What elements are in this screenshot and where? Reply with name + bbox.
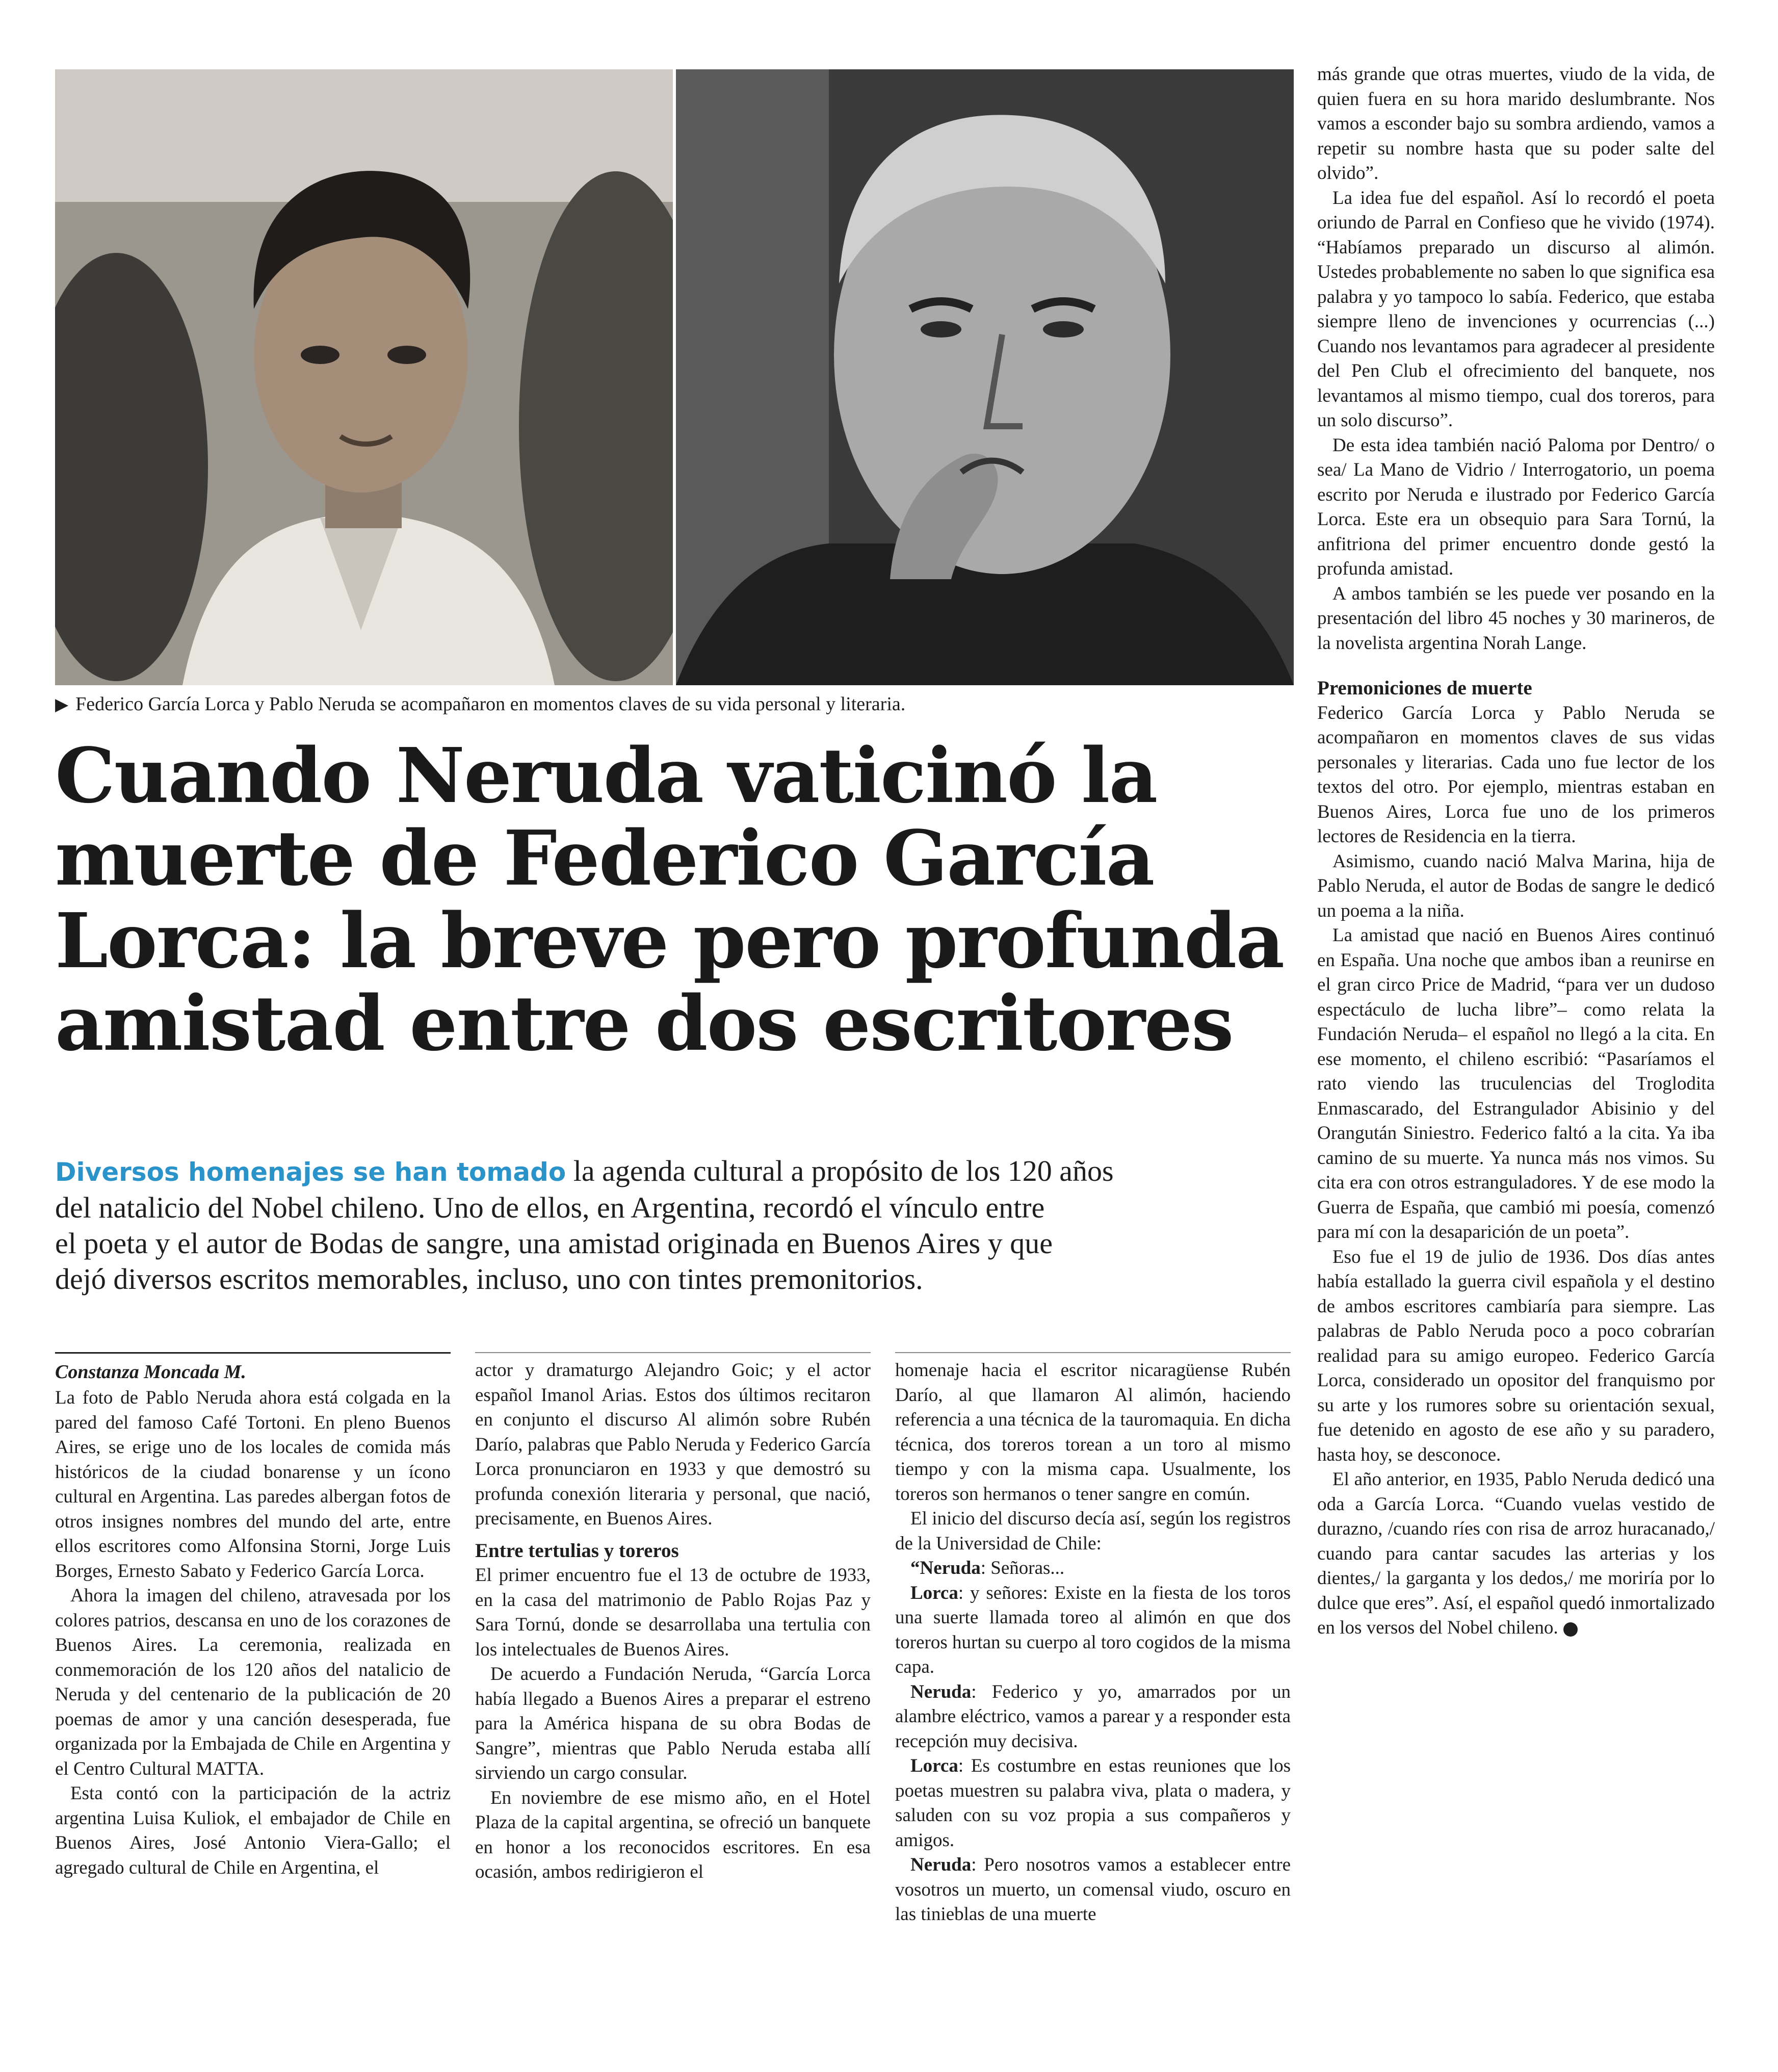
article-column-4: [1317, 62, 1715, 1641]
paragraph: homenaje hacia el escritor nicaragüense Rubén Darío, al que llamaron Al alimón, haciendo referencia a una técnica de la tauromaquia. En dicha técnica, dos toreros torean a un toro al mismo tiempo y con la misma capa. Usualmente, los toreros son hermanos o tener sangre en común.: [895, 1360, 1291, 1505]
paragraph: Asimismo, cuando nació Malva Marina, hija de Pablo Neruda, el autor de Bodas de sangre le dedicó un poema a la niña.: [1317, 850, 1715, 921]
photo-caption: ▶ Federico García Lorca y Pablo Neruda se acompañaron en momentos claves de su vida personal y literaria.: [55, 693, 906, 715]
speech-line: Lorca: y señores: Existe en la fiesta de los toros una suerte llamada toreo al alimón en que dos toreros hurtan su cuerpo al toro cogidos de la misma capa.: [895, 1582, 1291, 1677]
byline: Constanza Moncada M.: [55, 1352, 451, 1383]
paragraph: De acuerdo a Fundación Neruda, “García Lorca había llegado a Buenos Aires a preparar el estreno para la América hispana de su obra Bodas de Sangre”, mientras que Pablo Neruda estaba allí sirviendo un cargo consular.: [475, 1664, 871, 1783]
end-mark-icon: [1563, 1622, 1578, 1637]
headline-line: Lorca: la breve pero profunda: [55, 896, 1284, 985]
paragraph: El año anterior, en 1935, Pablo Neruda dedicó una oda a García Lorca. “Cuando vuelas vestido de durazno, /cuando ríes con risa de arroz huracanado,/ cuando para cantar sacudes las arterias y los dientes,/ la garganta y los dedos,/ me moriría por lo dulce que eres”. Así, el español quedó inmortalizado en los versos del Nobel chileno.: [1317, 1469, 1715, 1638]
column-rule: [895, 1352, 1291, 1353]
deck-line: Diversos homenajes se han tomado la agenda cultural a propósito de los 120 años: [55, 1154, 1114, 1187]
lorca-portrait: [55, 69, 673, 685]
deck-line: del natalicio del Nobel chileno. Uno de ellos, en Argentina, recordó el vínculo entre: [55, 1191, 1045, 1224]
deck: [55, 1153, 1299, 1297]
headline-line: Cuando Neruda vaticinó la: [55, 731, 1157, 820]
headline-line: muerte de Federico García: [55, 814, 1154, 902]
deck-line: dejó diversos escritos memorables, incluso, uno con tintes premonitorios.: [55, 1262, 923, 1296]
speech-line: “Neruda: Señoras...: [910, 1558, 1065, 1578]
article-column-2: [475, 1358, 871, 1885]
article-column-3: [895, 1358, 1291, 1927]
paragraph: Ahora la imagen del chileno, atravesada por los colores patrios, descansa en uno de los corazones de Buenos Aires. La ceremonia, realizada en conmemoración de los 120 años del natalicio de Neruda y del centenario de la publicación de 20 poemas de amor y una canción desesperada, fue organizada por la Embajada de Chile en Argentina y el Centro Cultural MATTA.: [55, 1585, 451, 1779]
speech-line: Neruda: Federico y yo, amarrados por un alambre eléctrico, vamos a parear y a responder esta recepción muy decisiva.: [895, 1681, 1291, 1752]
caption-arrow-icon: ▶: [55, 695, 69, 714]
headline-line: amistad entre dos escritores: [55, 979, 1233, 1068]
paragraph: La idea fue del español. Así lo recordó el poeta oriundo de Parral en Confieso que he vivido (1974). “Habíamos preparado un discurso al alimón. Ustedes probablemente no saben lo que significa esa palabra y yo tampoco lo sabía. Federico, que estaba siempre lleno de invenciones y ocurrencias (...) Cuando nos levantamos para agradecer al presidente del Pen Club el ofrecimiento del banquete, nos levantamos al mismo tiempo, cual dos toreros, para un solo discurso”.: [1317, 187, 1715, 431]
deck-lead: Diversos homenajes se han tomado: [55, 1157, 566, 1187]
paragraph: actor y dramaturgo Alejandro Goic; y el actor español Imanol Arias. Estos dos últimos recitaron en conjunto el discurso Al alimón sobre Rubén Darío, palabras que Pablo Neruda y Federico García Lorca pronunciaron en 1933 y que demostró su profunda conexión literaria y personal, que nació, precisamente, en Buenos Aires.: [475, 1360, 871, 1529]
paragraph: El primer encuentro fue el 13 de octubre de 1933, en la casa del matrimonio de Pablo Rojas Paz y Sara Tornú, donde se desarrollaba una tertulia con los intelectuales de Buenos Aires.: [475, 1565, 871, 1660]
deck-line: el poeta y el autor de Bodas de sangre, una amistad originada en Buenos Aires y que: [55, 1227, 1053, 1260]
paragraph: Federico García Lorca y Pablo Neruda se acompañaron en momentos claves de sus vidas personales y literarias. Cada uno fue lector de los textos del otro. Por ejemplo, mientras estaban en Buenos Aires, Lorca fue uno de los primeros lectores de Residencia en la tierra.: [1317, 702, 1715, 847]
subheading: Premoniciones de muerte: [1317, 677, 1532, 699]
paragraph: más grande que otras muertes, viudo de la vida, de quien fuera en su hora marido deslumbrante. Nos vamos a esconder bajo su sombra ardiendo, vamos a repetir su nombre hasta que su poder salte del olvido”.: [1317, 64, 1715, 184]
speech-line: Lorca: Es costumbre en estas reuniones que los poetas muestren su palabra viva, plata o madera, y saluden con su voz propia a sus compañeros y amigos.: [895, 1755, 1291, 1851]
paragraph: Eso fue el 19 de julio de 1936. Dos días antes había estallado la guerra civil española y el destino de ambos escritores cambiaría para siempre. Las palabras de Pablo Neruda poco a poco cobrarían realidad para su amigo europeo. Federico García Lorca, considerado un opositor del franquismo por su arte y los rumores sobre su orientación sexual, fue detenido en agosto de ese año y su paradero, hasta hoy, se desconoce.: [1317, 1246, 1715, 1465]
photo-lorca: [55, 69, 673, 685]
subheading: Entre tertulias y toreros: [475, 1539, 679, 1562]
paragraph: El inicio del discurso decía así, según los registros de la Universidad de Chile:: [895, 1508, 1291, 1554]
column-rule: [475, 1352, 871, 1353]
paragraph: A ambos también se les puede ver posando en la presentación del libro 45 noches y 30 marineros, de la novelista argentina Norah Lange.: [1317, 583, 1715, 654]
neruda-portrait: [676, 69, 1294, 685]
photo-neruda: [676, 69, 1294, 685]
paragraph: En noviembre de ese mismo año, en el Hotel Plaza de la capital argentina, se ofreció un banquete en honor a los reconocidos escritores. En esa ocasión, ambos redirigieron el: [475, 1787, 871, 1882]
paragraph: La foto de Pablo Neruda ahora está colgada en la pared del famoso Café Tortoni. En pleno Buenos Aires, se erige uno de los locales de comida más históricos de la ciudad bonarense y un ícono cultural en Argentina. Las paredes albergan fotos de otros insignes nombres del mundo del arte, entre ellos escritores como Alfonsina Storni, Jorge Luis Borges, Ernesto Sabato y Federico García Lorca.: [55, 1387, 451, 1582]
paragraph: Esta contó con la participación de la actriz argentina Luisa Kuliok, el embajador de Chile en Buenos Aires, José Antonio Viera-Gallo; el agregado cultural de Chile en Argentina, el: [55, 1783, 451, 1878]
speech-line: Neruda: Pero nosotros vamos a establecer entre vosotros un muerto, un comensal viudo, oscuro en las tinieblas de una muerte: [895, 1854, 1291, 1925]
paragraph: De esta idea también nació Paloma por Dentro/ o sea/ La Mano de Vidrio / Interrogatorio, un poema escrito por Neruda e ilustrado por Federico García Lorca. Este era un obsequio para Sara Tornú, la anfitriona del primer encuentro donde gestó la profunda amistad.: [1317, 434, 1715, 579]
headline: [55, 731, 1299, 1068]
article-column-1: [55, 1386, 451, 1880]
paragraph: La amistad que nació en Buenos Aires continuó en España. Una noche que ambos iban a reunirse en el gran circo Price de Madrid, “para ver un dudoso espectáculo de lucha libre”– como relata la Fundación Neruda– el español no llegó a la cita. En ese momento, el chileno escribió: “Pasaríamos el rato viendo las truculencias del Troglodita Enmascarado, del Estrangulador Abisinio y del Orangután Siniestro. Federico faltó a la cita. Ya iba camino de su muerte. Ya nunca más nos vimos. Su cita era con otros estranguladores. Y de ese modo la Guerra de España, que cambió mi poesía, comenzó para mí con la desaparición de un poeta”.: [1317, 925, 1715, 1242]
